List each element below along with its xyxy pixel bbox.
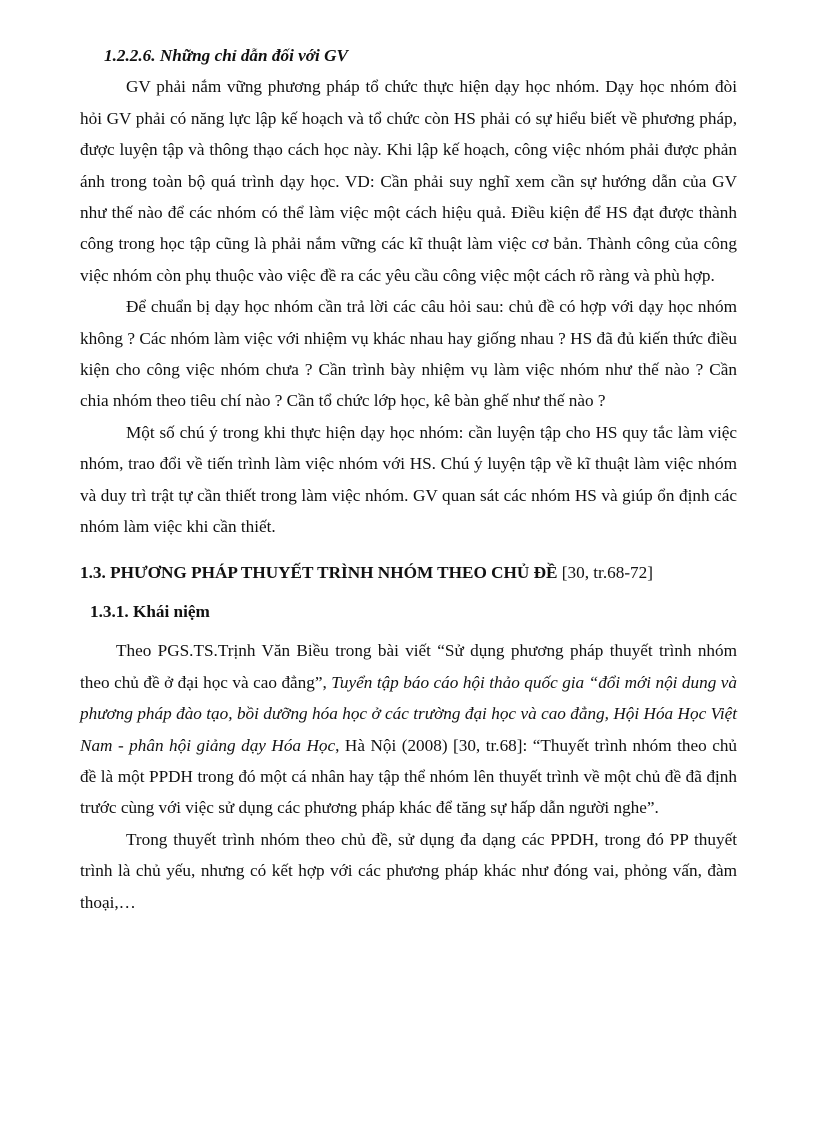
definition-source-title: Tuyển tập báo cáo hội thảo quốc gia “đổi mới nội dung và phương pháp đào tạo, bồi dưỡng hóa học ở các trường đại học và cao đẳng, Hội Hóa Học Việt Nam - phân hội giảng dạy Hóa Học bbox=[80, 672, 737, 755]
paragraph-gv-guidance: GV phải nắm vững phương pháp tổ chức thực hiện dạy học nhóm. Dạy học nhóm đòi hỏi GV phải có năng lực lập kế hoạch và tổ chức còn HS phải có sự hiểu biết về phương pháp, được luyện tập và thông thạo cách học này. Khi lập kế hoạch, công việc nhóm phải được phản ánh trong toàn bộ quá trình dạy học. VD: Cần phải suy nghĩ xem cần sự hướng dẫn của GV như thế nào để các nhóm có thể làm việc một cách hiệu quả. Điều kiện để HS đạt được thành công trong học tập cũng là phải nắm vững các kĩ thuật làm việc cơ bản. Thành công của công việc nhóm còn phụ thuộc vào việc đề ra các yêu cầu công việc một cách rõ ràng và phù hợp. bbox=[80, 77, 737, 285]
definition-text-end: , Hà Nội (2008) [30, tr.68]: “Thuyết trình nhóm theo chủ đề là một PPDH trong đó một cá nhân hay tập thể nhóm lên thuyết trình về một chủ đề đã định trước cùng với việc sử dụng các phương pháp khác để tăng sự hấp dẫn người nghe”. bbox=[80, 735, 738, 818]
paragraph-methods: Trong thuyết trình nhóm theo chủ đề, sử dụng đa dạng các PPDH, trong đó PP thuyết trình là chủ yếu, nhưng có kết hợp với các phương pháp khác như đóng vai, phỏng vấn, đàm thoại,… bbox=[80, 829, 737, 912]
paragraph-definition bbox=[80, 635, 737, 823]
paragraph-preparation-questions: Để chuẩn bị dạy học nhóm cần trả lời các câu hỏi sau: chủ đề có hợp với dạy học nhóm không ? Các nhóm làm việc với nhiệm vụ khác nhau hay giống nhau ? HS đã đủ kiến thức điều kiện cho công việc nhóm chưa ? Cần trình bày nhiệm vụ làm việc nhóm như thế nào ? Cần chia nhóm theo tiêu chí nào ? Cần tổ chức lớp học, kê bàn ghế như thế nào ? bbox=[80, 297, 737, 411]
section-heading-1-3-1: 1.3.1. Khái niệm bbox=[90, 601, 210, 621]
section-heading-1-2-2-6: 1.2.2.6. Những chỉ dẫn đối với GV bbox=[104, 46, 348, 65]
section-heading-1-3 bbox=[80, 557, 737, 588]
section-heading-1-3-title: 1.3. PHƯƠNG PHÁP THUYẾT TRÌNH NHÓM THEO CHỦ ĐỀ bbox=[80, 562, 558, 582]
definition-text-start: Theo PGS.TS.Trịnh Văn Biều trong bài viết “Sử dụng phương pháp thuyết trình nhóm theo chủ đề ở đại học và cao đẳng”, bbox=[80, 641, 737, 692]
document-page bbox=[80, 40, 737, 918]
section-heading-1-3-reference: [30, tr.68-72] bbox=[561, 562, 653, 582]
paragraph-notes: Một số chú ý trong khi thực hiện dạy học nhóm: cần luyện tập cho HS quy tắc làm việc nhóm, trao đổi về tiến trình làm việc nhóm với HS. Chú ý luyện tập về kĩ thuật làm việc nhóm và duy trì trật tự cần thiết trong làm việc nhóm. GV quan sát các nhóm HS và giúp ổn định các nhóm làm việc khi cần thiết. bbox=[80, 422, 737, 537]
